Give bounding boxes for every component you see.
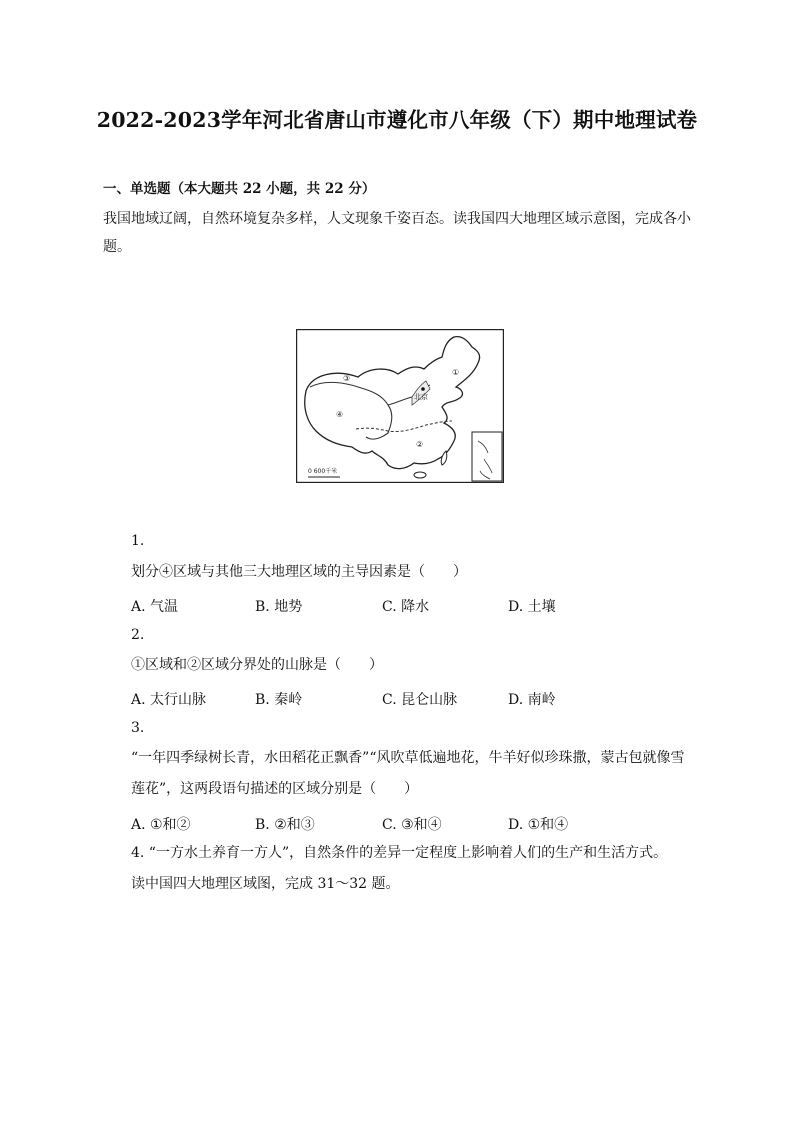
option-d[interactable]: D. ①和④ [508,817,569,833]
scale-label: 0 600千米 [308,468,338,475]
region-3-label: ③ [343,374,351,383]
option-c[interactable]: C. 昆仑山脉 [382,692,458,708]
question-4-line-1: 4. “一方水土养育一方人”，自然条件的差异一定程度上影响着人们的生产和生活方式。 [131,845,668,861]
china-regions-map [296,329,504,483]
option-a[interactable]: A. 太行山脉 [131,692,207,708]
question-1-text: 划分④区域与其他三大地理区域的主导因素是（ ） [131,564,467,580]
question-2-text: ①区域和②区域分界处的山脉是（ ） [131,657,383,673]
question-2-number: 2. [131,627,145,643]
question-1-number: 1. [131,533,145,549]
question-3-options [131,814,651,834]
question-3-number: 3. [131,720,145,736]
region-1-label: ① [452,368,460,377]
option-d[interactable]: D. 土壤 [508,599,556,615]
region-2-label: ② [416,440,424,449]
question-1-options [131,596,651,616]
beijing-label: 北京 [414,393,428,401]
question-3-text: “一年四季绿树长青，水田稻花正飘香”“风吹草低遍地花，牛羊好似珍珠撒，蒙古包就像雪莲花”，这两段语句描述的区域分别是（ ） [131,750,685,797]
hainan-island [414,472,426,478]
page-title: 2022-2023学年河北省唐山市遵化市八年级（下）期中地理试卷 [96,108,698,132]
beijing-dot [421,387,425,391]
option-b[interactable]: B. ②和③ [255,817,315,833]
region-4-label: ④ [336,410,344,419]
option-c[interactable]: C. ③和④ [382,817,442,833]
option-d[interactable]: D. 南岭 [508,692,556,708]
question-4-line-2: 读中国四大地理区域图，完成 31～32 题。 [131,876,400,892]
south-china-sea-inset [472,432,502,481]
section-heading: 一、单选题（本大题共 22 小题，共 22 分） [103,181,376,197]
map-figure [296,329,504,483]
option-b[interactable]: B. 秦岭 [255,692,303,708]
option-c[interactable]: C. 降水 [382,599,430,615]
option-a[interactable]: A. 气温 [131,599,179,615]
intro-paragraph: 我国地域辽阔，自然环境复杂多样，人文现象千姿百态。读我国四大地理区域示意图，完成各小题。 [103,211,691,255]
question-2-options [131,689,651,709]
option-b[interactable]: B. 地势 [255,599,303,615]
option-a[interactable]: A. ①和② [131,817,191,833]
